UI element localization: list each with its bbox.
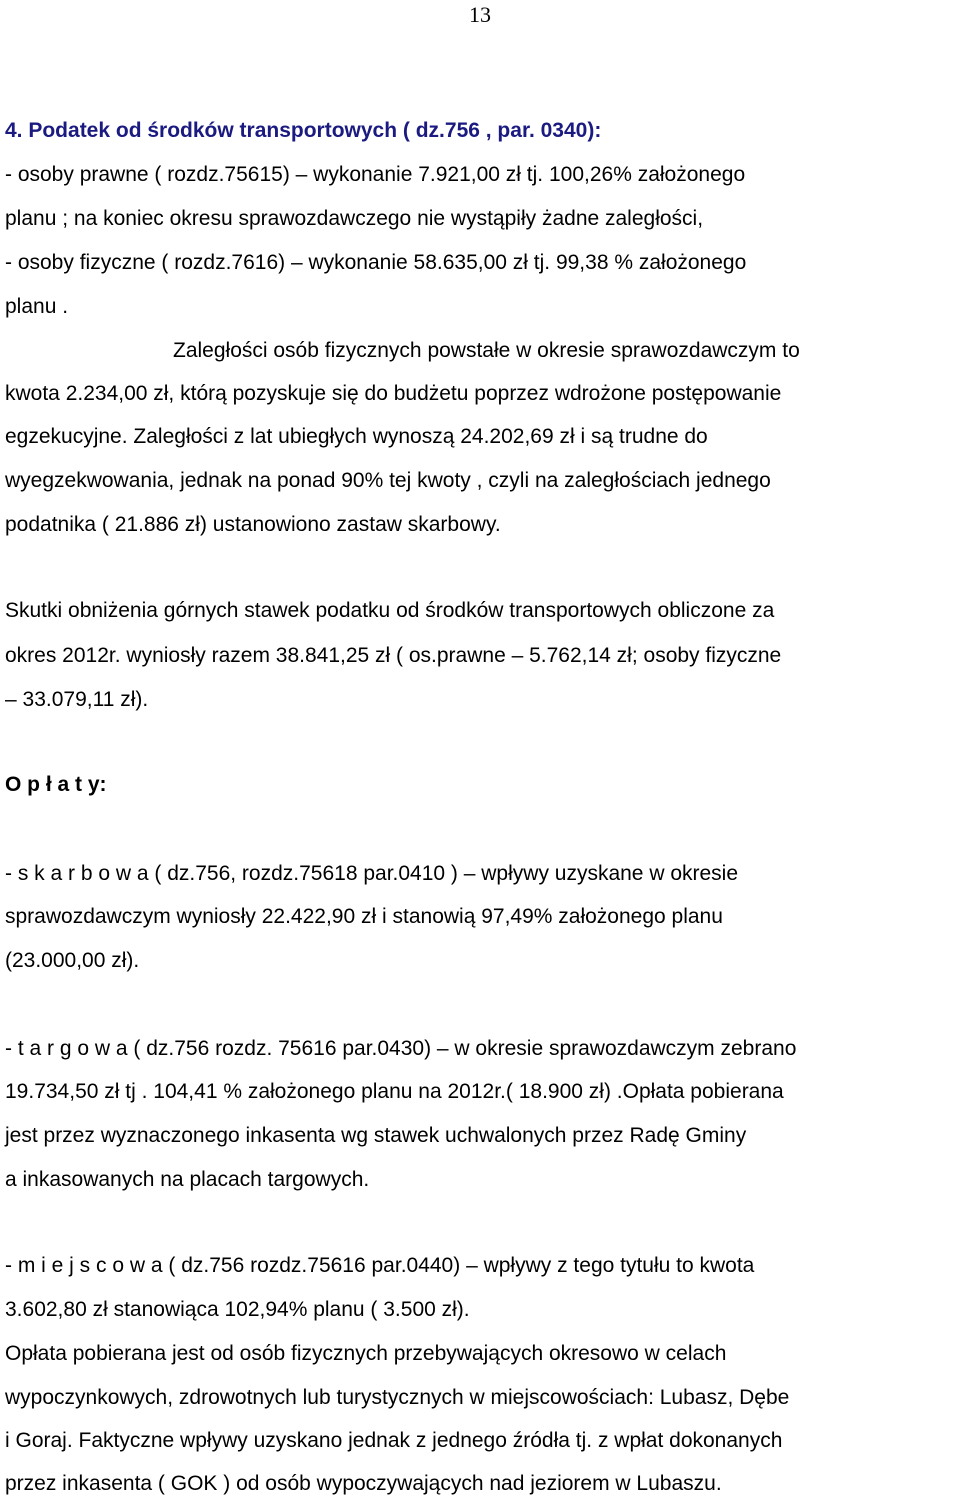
- oplaty-heading: O p ł a t y:: [5, 773, 107, 796]
- page-number: 13: [469, 2, 491, 27]
- text-line: okres 2012r. wyniosły razem 38.841,25 zł ( os.prawne – 5.762,14 zł; osoby fizyczne: [5, 644, 782, 667]
- text-line: wypoczynkowych, zdrowotnych lub turystycznych w miejscowościach: Lubasz, Dębe: [5, 1386, 790, 1409]
- text-line: - osoby prawne ( rozdz.75615) – wykonanie 7.921,00 zł tj. 100,26% założonego: [5, 163, 746, 186]
- text-line: – 33.079,11 zł).: [5, 688, 149, 711]
- text-line: 19.734,50 zł tj . 104,41 % założonego planu na 2012r.( 18.900 zł) .Opłata pobierana: [5, 1080, 784, 1103]
- text-line: podatnika ( 21.886 zł) ustanowiono zastaw skarbowy.: [5, 513, 501, 536]
- text-line: - t a r g o w a ( dz.756 rozdz. 75616 par.0430) – w okresie sprawozdawczym zebrano: [5, 1037, 797, 1060]
- text-line: Skutki obniżenia górnych stawek podatku od środków transportowych obliczone za: [5, 599, 775, 622]
- text-line: wyegzekwowania, jednak na ponad 90% tej kwoty , czyli na zaległościach jednego: [5, 469, 771, 492]
- text-line: - m i e j s c o w a ( dz.756 rozdz.75616 par.0440) – wpływy z tego tytułu to kwota: [5, 1254, 755, 1277]
- text-line: kwota 2.234,00 zł, którą pozyskuje się do budżetu poprzez wdrożone postępowanie: [5, 382, 782, 405]
- text-line: planu .: [5, 295, 69, 318]
- text-line: jest przez wyznaczonego inkasenta wg stawek uchwalonych przez Radę Gminy: [5, 1124, 747, 1147]
- text-line: Zaległości osób fizycznych powstałe w okresie sprawozdawczym to: [173, 339, 800, 362]
- section-4-heading: 4. Podatek od środków transportowych ( dz.756 , par. 0340):: [5, 119, 602, 142]
- text-line: 3.602,80 zł stanowiąca 102,94% planu ( 3.500 zł).: [5, 1298, 470, 1321]
- text-line: a inkasowanych na placach targowych.: [5, 1168, 370, 1191]
- text-line: planu ; na koniec okresu sprawozdawczego nie wystąpiły żadne zaległości,: [5, 207, 704, 230]
- text-line: egzekucyjne. Zaległości z lat ubiegłych wynoszą 24.202,69 zł i są trudne do: [5, 425, 708, 448]
- text-line: sprawozdawczym wyniosły 22.422,90 zł i stanowią 97,49% założonego planu: [5, 905, 723, 928]
- text-line: i Goraj. Faktyczne wpływy uzyskano jednak z jednego źródła tj. z wpłat dokonanych: [5, 1429, 783, 1452]
- text-line: Opłata pobierana jest od osób fizycznych przebywających okresowo w celach: [5, 1342, 727, 1365]
- text-line: (23.000,00 zł).: [5, 949, 140, 972]
- text-line: - s k a r b o w a ( dz.756, rozdz.75618 par.0410 ) – wpływy uzyskane w okresie: [5, 862, 739, 885]
- text-line: - osoby fizyczne ( rozdz.7616) – wykonanie 58.635,00 zł tj. 99,38 % założonego: [5, 251, 747, 274]
- text-line: przez inkasenta ( GOK ) od osób wypoczywających nad jeziorem w Lubaszu.: [5, 1472, 722, 1495]
